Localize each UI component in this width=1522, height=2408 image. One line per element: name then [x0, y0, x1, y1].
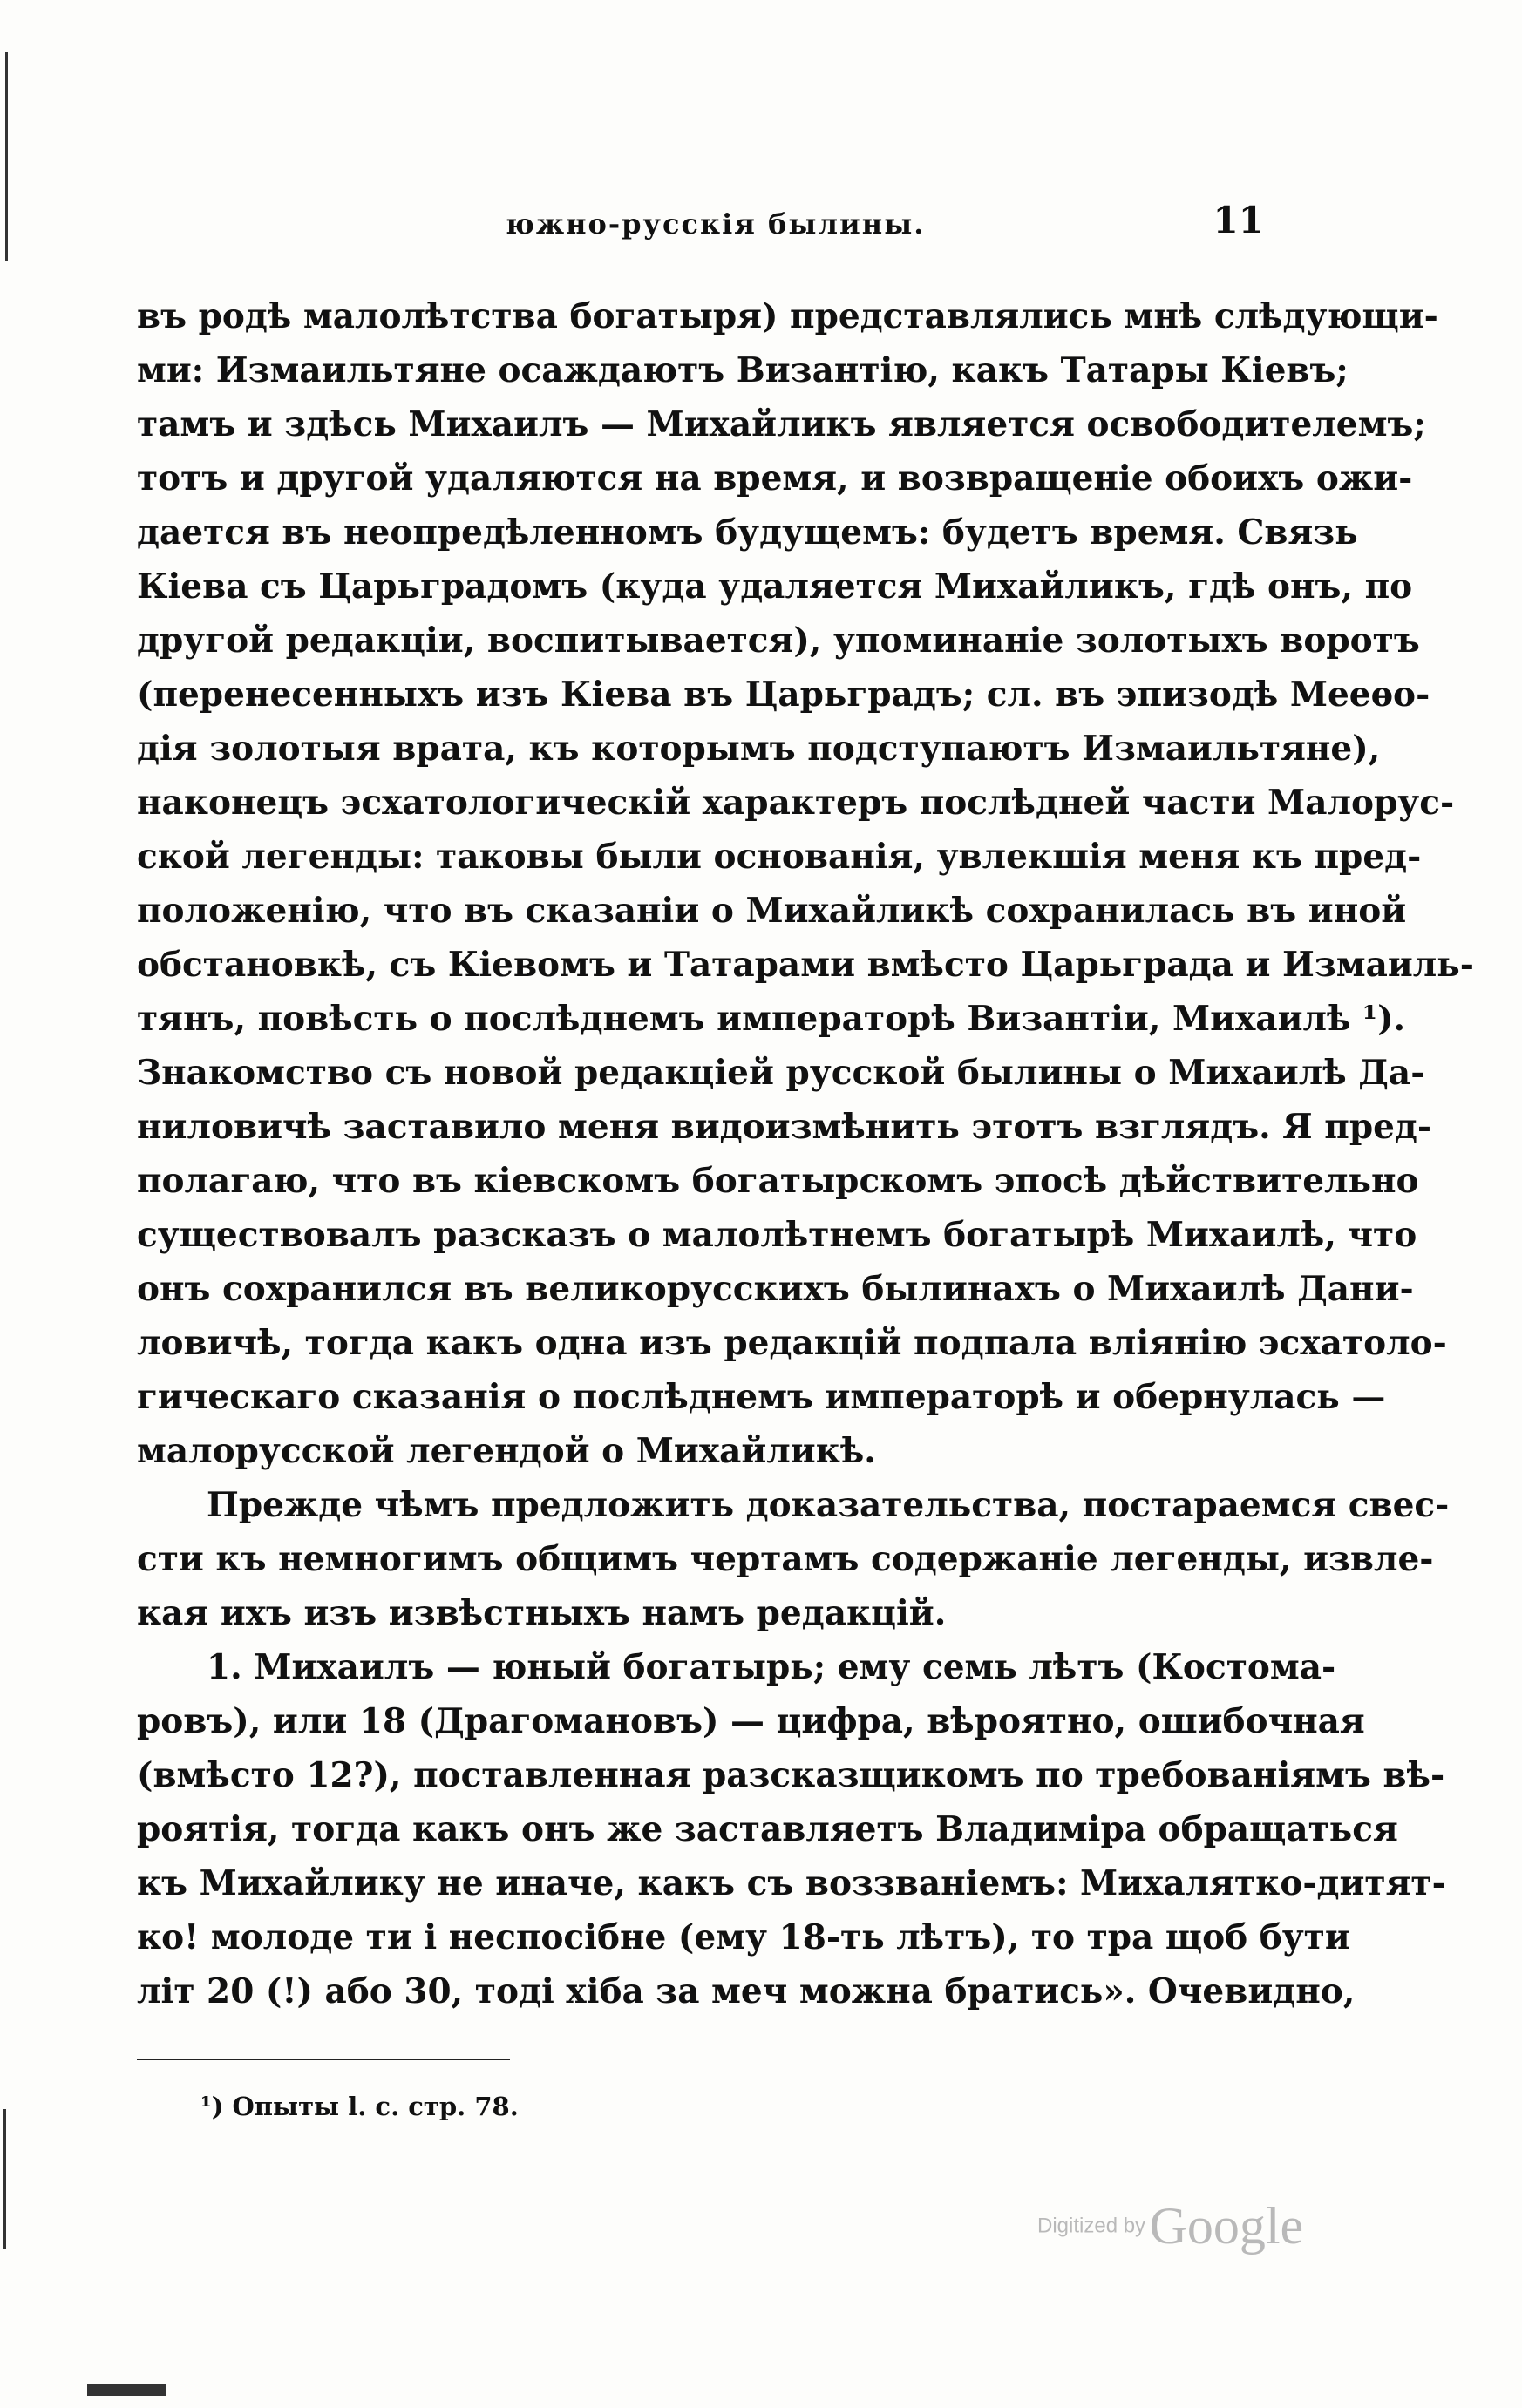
text-line: положенію, что въ сказаніи о Михайликѣ сохранилась въ иной	[137, 891, 1407, 931]
text-line: ровъ), или 18 (Драгомановъ) — цифра, вѣроятно, ошибочная	[137, 1701, 1365, 1741]
text-line: кая ихъ изъ извѣстныхъ намъ редакцій.	[137, 1593, 947, 1633]
text-line: 1. Михаилъ — юный богатырь; ему семь лѣтъ (Костома-	[207, 1647, 1336, 1687]
text-line: полагаю, что въ кіевскомъ богатырскомъ эпосѣ дѣйствительно	[137, 1161, 1419, 1201]
text-line: літ 20 (!) або 30, тоді хіба за меч можна братись». Очевидно,	[137, 1971, 1356, 2011]
footnote: ¹) Опыты l. c. стр. 78.	[200, 2092, 519, 2121]
text-line: сти къ немногимъ общимъ чертамъ содержаніе легенды, извле-	[137, 1539, 1434, 1579]
body-text	[137, 289, 1474, 2018]
page-number: 11	[1213, 199, 1264, 241]
text-line: Знакомство съ новой редакціей русской былины о Михаилѣ Да-	[137, 1053, 1425, 1093]
text-line: ской легенды: таковы были основанія, увлекшія меня къ пред-	[137, 837, 1422, 877]
text-line: ко! молоде ти і неспосібне (ему 18-ть лѣтъ), то тра щоб бути	[137, 1917, 1350, 1957]
text-line: ниловичѣ заставило меня видоизмѣнить этотъ взглядъ. Я пред-	[137, 1107, 1432, 1147]
text-line: Кіева съ Царьградомъ (куда удаляется Михайликъ, гдѣ онъ, по	[137, 566, 1413, 607]
text-line: роятія, тогда какъ онъ же заставляетъ Владиміра обращаться	[137, 1809, 1398, 1849]
text-line: (перенесенныхъ изъ Кіева въ Царьградъ; сл. въ эпизодѣ Мееѳо-	[137, 675, 1430, 715]
text-line: другой редакціи, воспитывается), упоминаніе золотыхъ воротъ	[137, 621, 1420, 661]
footnote-rule	[137, 2059, 510, 2060]
text-line: тянъ, повѣсть о послѣднемъ императорѣ Византіи, Михаилѣ ¹).	[137, 999, 1406, 1039]
google-logo: Google	[1149, 2197, 1304, 2255]
text-line: малорусской легендой о Михайликѣ.	[137, 1431, 876, 1471]
digitized-watermark	[1037, 2196, 1303, 2256]
text-line: наконецъ эсхатологическій характеръ послѣдней части Малорус-	[137, 783, 1455, 823]
text-line: въ родѣ малолѣтства богатыря) представлялись мнѣ слѣдующи-	[137, 296, 1438, 336]
text-line: ми: Измаильтяне осаждаютъ Византію, какъ Татары Кіевъ;	[137, 350, 1349, 390]
scan-edge-mark	[87, 2384, 166, 2396]
text-line: дія золотыя врата, къ которымъ подступаютъ Измаильтяне),	[137, 729, 1381, 769]
watermark-prefix: Digitized by	[1037, 2214, 1146, 2238]
text-line: онъ сохранился въ великорусскихъ былинахъ о Михаилѣ Дани-	[137, 1269, 1414, 1309]
running-title: южно-русскія былины.	[506, 207, 926, 241]
text-line: къ Михайлику не иначе, какъ съ воззваніемъ: Михалятко-дитят-	[137, 1863, 1446, 1903]
page-header	[139, 199, 1264, 251]
text-line: обстановкѣ, съ Кіевомъ и Татарами вмѣсто Царьграда и Измаиль-	[137, 945, 1474, 985]
text-line: гическаго сказанія о послѣднемъ императорѣ и обернулась —	[137, 1377, 1386, 1417]
text-line: существовалъ разсказъ о малолѣтнемъ богатырѣ Михаилѣ, что	[137, 1215, 1417, 1255]
text-line: (вмѣсто 12?), поставленная разсказщикомъ по требованіямъ вѣ-	[137, 1755, 1445, 1795]
text-line: дается въ неопредѣленномъ будущемъ: будетъ время. Связь	[137, 512, 1358, 553]
text-line: Прежде чѣмъ предложить доказательства, постараемся свес-	[207, 1485, 1450, 1525]
scan-edge-mark	[3, 2109, 6, 2249]
text-line: тотъ и другой удаляются на время, и возвращеніе обоихъ ожи-	[137, 458, 1413, 499]
text-line: тамъ и здѣсь Михаилъ — Михайликъ является освободителемъ;	[137, 404, 1426, 444]
scan-edge-mark	[5, 52, 8, 261]
text-line: ловичѣ, тогда какъ одна изъ редакцій подпала вліянію эсхатоло-	[137, 1323, 1447, 1363]
